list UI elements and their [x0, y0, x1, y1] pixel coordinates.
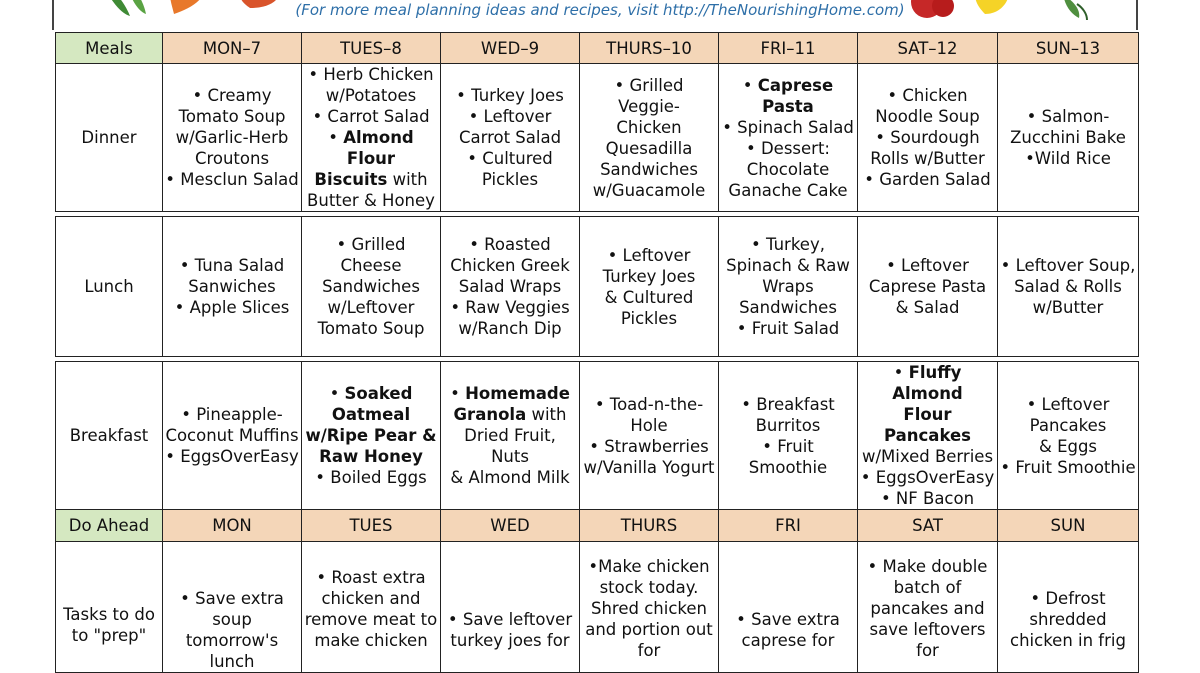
cell-line: Caprese Pasta: [868, 277, 987, 296]
cell-line: w/Ranch Dip: [458, 319, 562, 338]
cell-line: & Almond Milk: [450, 468, 570, 487]
row-label-breakfast: Breakfast: [56, 362, 163, 510]
day-header: WED–9: [441, 33, 580, 64]
cell-line: Dried Fruit, Nuts: [464, 426, 556, 466]
do-ahead-day: THURS: [580, 510, 719, 542]
cell-line: • Spinach Salad: [722, 117, 854, 137]
cell-line: shredded: [1029, 610, 1107, 629]
bold-text: Almond Flour: [343, 128, 414, 168]
meal-cell: [719, 217, 858, 357]
cell-line: Sandwiches: [322, 277, 420, 296]
cell-line: w/Butter: [1032, 298, 1104, 317]
cell-line: soup tomorrow's: [185, 610, 279, 650]
cell-line: • Save extra: [736, 610, 840, 629]
bold-text: Granola: [453, 405, 527, 424]
cell-line: Tomato Soup: [317, 319, 425, 338]
cell-line: Quesadilla: [605, 138, 693, 158]
cell-line: • Fruit Smoothie: [1000, 457, 1136, 477]
cell-line: • Salmon-: [1026, 107, 1110, 126]
do-ahead-day: WED: [441, 510, 580, 542]
cell-line: w/Leftover: [327, 298, 415, 317]
cell-line: & Salad: [895, 298, 960, 317]
cell-line: Turkey Joes: [602, 266, 696, 286]
day-header: SAT–12: [858, 33, 998, 64]
cell-line: turkey joes for: [450, 631, 570, 650]
breakfast-row: [56, 362, 1139, 510]
cell-line: save leftovers: [869, 620, 986, 639]
cell-line: • Garden Salad: [864, 170, 991, 189]
cell-line: • Fruit Smoothie: [748, 436, 828, 477]
cell-line: and portion out: [585, 620, 713, 639]
cell-line: • Creamy: [192, 86, 272, 105]
cell-line: • EggsOverEasy: [860, 468, 995, 487]
tasks-row: [56, 542, 1139, 673]
cell-line: Wraps: [762, 277, 814, 296]
cell-line: • Leftover: [468, 107, 552, 126]
dinner-row: [56, 64, 1139, 212]
cell-line: • Chicken: [887, 86, 968, 105]
cell-line: pancakes and: [870, 599, 985, 618]
day-header: FRI–11: [719, 33, 858, 64]
bold-text: w/Ripe Pear &: [305, 426, 437, 445]
cell-line: • Cultured: [467, 149, 553, 168]
meal-cell: [858, 217, 998, 357]
meal-cell: [580, 64, 719, 212]
cell-line: • Breakfast: [741, 394, 835, 414]
task-cell: [998, 542, 1139, 673]
cell-line: • Homemade: [450, 384, 570, 403]
cell-line: Chocolate: [746, 159, 830, 179]
cell-line: stock today.: [599, 578, 699, 597]
cell-line: Tomato Soup: [178, 107, 286, 126]
cell-line: • Mesclun Salad: [165, 170, 299, 189]
meal-cell: [441, 217, 580, 357]
subtitle: (For more meal planning ideas and recipes, visit http://TheNourishingHome.com): [295, 1, 905, 19]
cell-line: w/Vanilla Yogurt: [583, 457, 715, 477]
cell-line: w/Garlic-Herb: [175, 128, 289, 147]
meal-cell: [163, 64, 302, 212]
meal-plan-table: [55, 32, 1139, 673]
day-header: MON–7: [163, 33, 302, 64]
day-header-row: [56, 33, 1139, 64]
bold-text: Flour Pancakes: [884, 405, 971, 445]
cell-line: • Grilled Veggie-: [614, 75, 684, 116]
cell-line: • Turkey Joes: [456, 86, 564, 105]
bold-text: Biscuits: [314, 170, 388, 189]
cell-line: • Sourdough: [875, 128, 980, 147]
cell-line: • Herb Chicken: [308, 65, 434, 84]
cell-line: • Tuna Salad: [179, 256, 285, 275]
meal-cell: [858, 362, 998, 510]
cell-line: • Roast extra: [316, 568, 426, 587]
cell-line: caprese for: [741, 631, 835, 650]
cell-line: [304, 446, 438, 467]
meal-cell: [858, 64, 998, 212]
cell-line: Burritos: [755, 415, 821, 435]
cell-line: & Cultured: [604, 287, 694, 307]
cell-line: •Wild Rice: [1025, 149, 1111, 168]
task-cell: [302, 542, 441, 673]
cell-line: • Pineapple-: [181, 405, 283, 424]
cell-line: Sandwiches: [600, 159, 698, 179]
cell-line: make chicken: [314, 631, 428, 650]
banner: [0, 0, 1200, 30]
bold-text: Homemade: [465, 384, 570, 403]
cell-line: • Leftover: [886, 256, 969, 275]
cell-line: • Apple Slices: [174, 298, 290, 317]
do-ahead-day: SUN: [998, 510, 1139, 542]
meal-cell: [163, 217, 302, 357]
lunch-row: [56, 217, 1139, 357]
cell-line: •Make chicken: [588, 557, 710, 576]
cell-line: • Fluffy Almond: [892, 363, 963, 403]
row-label-dinner: Dinner: [56, 64, 163, 212]
cell-line: Carrot Salad: [458, 128, 562, 147]
tasks-label-line: to "prep": [71, 626, 147, 645]
meal-cell: [302, 64, 441, 212]
cell-line: Noodle Soup: [875, 107, 980, 126]
do-ahead-day: SAT: [858, 510, 998, 542]
cell-line: Croutons: [194, 149, 270, 168]
do-ahead-header: Do Ahead: [56, 510, 163, 542]
do-ahead-day: TUES: [302, 510, 441, 542]
meal-cell: [719, 64, 858, 212]
do-ahead-day: MON: [163, 510, 302, 542]
cell-line: • EggsOverEasy: [165, 447, 299, 466]
task-cell: [441, 542, 580, 673]
cell-line: • Raw Veggies: [450, 298, 570, 317]
cell-line: • Soaked: [329, 384, 413, 403]
cell-line: • Roasted: [469, 235, 551, 254]
cell-line: • NF Bacon: [880, 489, 975, 508]
meal-cell: [441, 64, 580, 212]
meal-cell: [580, 362, 719, 510]
day-header: SUN–13: [998, 33, 1139, 64]
cell-line: • Make double: [867, 557, 988, 576]
task-cell: [858, 542, 998, 673]
meal-cell: [998, 64, 1139, 212]
cell-line: Pancakes: [1029, 415, 1107, 435]
cell-line: Granola with: [453, 405, 567, 424]
meals-header: Meals: [56, 33, 163, 64]
cell-line: • Carrot Salad: [312, 107, 430, 126]
cell-line: Salad Wraps: [458, 277, 562, 296]
cell-line: Cheese: [340, 256, 402, 275]
cell-line: for: [916, 641, 939, 660]
bold-text: Oatmeal: [331, 405, 411, 424]
cell-line: • Almond Flour: [328, 128, 414, 168]
meal-cell: [302, 217, 441, 357]
cell-line: chicken and: [321, 589, 421, 608]
cell-line: for: [637, 641, 661, 660]
cell-line: Coconut Muffins: [165, 426, 299, 445]
cell-line: w/Potatoes: [325, 86, 417, 105]
cell-line: Butter & Honey: [307, 191, 435, 210]
cell-line: Zucchini Bake: [1010, 128, 1126, 147]
cell-line: batch of: [893, 578, 962, 597]
meal-cell: [441, 362, 580, 510]
task-cell: [719, 542, 858, 673]
task-cell: [580, 542, 719, 673]
cell-line: • Leftover: [1026, 394, 1110, 414]
cell-line: • Save leftover: [447, 610, 573, 629]
cell-line: [304, 425, 438, 446]
cell-line: • Save extra: [180, 589, 284, 608]
bold-text: Caprese Pasta: [757, 75, 834, 116]
cell-line: Shred chicken: [591, 599, 707, 618]
row-label-lunch: Lunch: [56, 217, 163, 357]
cell-line: chicken in frig: [1010, 631, 1126, 650]
cell-line: • Defrost: [1030, 589, 1106, 608]
cell-line: & Eggs: [1038, 436, 1098, 456]
cell-line: Ganache Cake: [728, 180, 848, 200]
bold-text: Raw Honey: [319, 447, 423, 466]
cell-line: • Strawberries: [589, 436, 709, 456]
tasks-label-line: Tasks to do: [63, 605, 155, 624]
cell-line: Chicken: [616, 117, 682, 137]
cell-line: • Fruit Salad: [736, 319, 840, 338]
cell-line: • Leftover Soup,: [1000, 256, 1136, 275]
do-ahead-header-row: [56, 510, 1139, 542]
row-label-tasks: [56, 542, 163, 673]
cell-line: Sanwiches: [188, 277, 276, 296]
cell-line: w/Mixed Berries: [861, 447, 994, 466]
cell-line: Pickles: [481, 170, 539, 189]
do-ahead-day: FRI: [719, 510, 858, 542]
meal-cell: [719, 362, 858, 510]
bold-text: Soaked: [344, 384, 413, 403]
meal-cell: [998, 362, 1139, 510]
cell-line: Sandwiches: [739, 298, 837, 317]
cell-line: • Dessert:: [746, 138, 830, 158]
cell-line: Hole: [630, 415, 668, 435]
cell-line: Rolls w/Butter: [870, 149, 985, 168]
cell-line: • Turkey,: [751, 235, 825, 254]
cell-line: • Grilled: [336, 235, 406, 254]
task-cell: [163, 542, 302, 673]
cell-line: remove meat to: [304, 610, 438, 629]
day-header: THURS–10: [580, 33, 719, 64]
cell-line: Chicken Greek: [450, 256, 570, 275]
cell-line: Spinach & Raw: [726, 256, 850, 275]
cell-line: lunch: [209, 652, 255, 671]
cell-line: Biscuits with: [314, 170, 428, 189]
meal-cell: [163, 362, 302, 510]
cell-line: • Boiled Eggs: [315, 468, 427, 487]
day-header: TUES–8: [302, 33, 441, 64]
cell-line: Salad & Rolls: [1014, 277, 1122, 296]
meal-cell: [998, 217, 1139, 357]
cell-line: • Caprese Pasta: [742, 75, 834, 116]
cell-line: w/Guacamole: [592, 180, 706, 200]
cell-line: Pickles: [620, 308, 678, 328]
meal-cell: [302, 362, 441, 510]
cell-line: • Leftover: [607, 245, 691, 265]
bold-text: Fluffy Almond: [892, 363, 963, 403]
cell-line: [860, 404, 995, 446]
cell-line: [304, 404, 438, 425]
cell-line: • Toad-n-the-: [594, 394, 704, 414]
meal-cell: [580, 217, 719, 357]
